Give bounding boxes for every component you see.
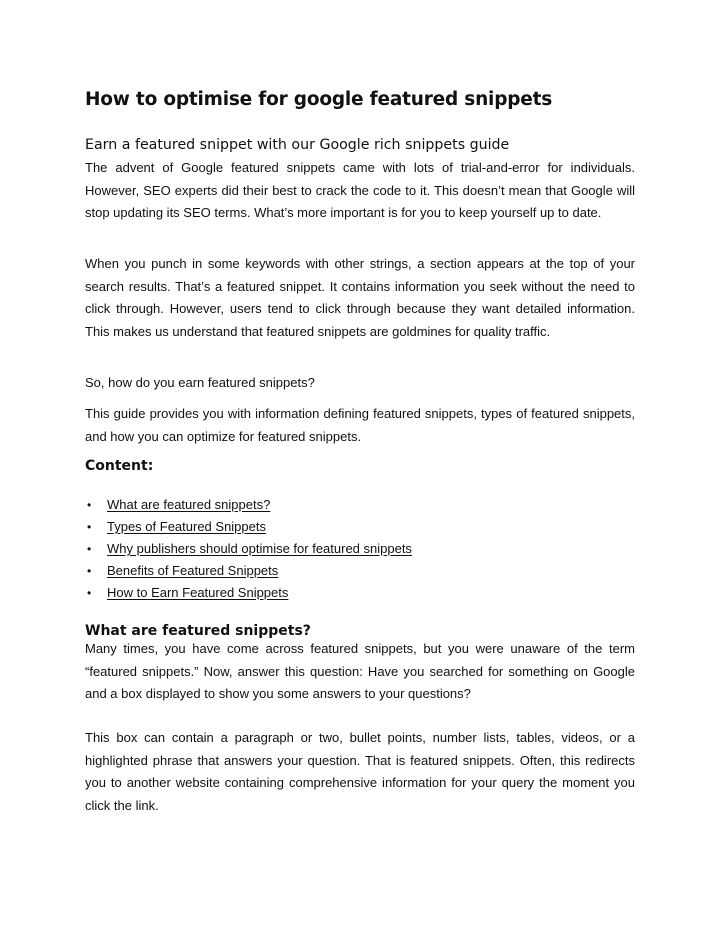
toc-item <box>85 560 412 582</box>
toc-link-types-of-featured-snippets[interactable]: Types of Featured Snippets <box>107 519 266 534</box>
section-heading: What are featured snippets? <box>85 623 311 639</box>
intro-paragraph-2: When you punch in some keywords with other strings, a section appears at the top of your search results. That’s a featured snippet. It contains information you seek without the need to click through. However, users tend to click through because they want detailed information. This makes us understand that featured snippets are goldmines for quality traffic. <box>85 256 635 339</box>
toc-item <box>85 538 412 560</box>
section-paragraph-1: Many times, you have come across featured snippets, but you were unaware of the term “featured snippets.” Now, answer this question: Have you searched for something on Google and a box displayed to show you some answers to your questions? <box>85 641 635 701</box>
toc-link-what-are-featured-snippets[interactable]: What are featured snippets? <box>107 497 271 512</box>
table-of-contents <box>85 494 412 604</box>
toc-item <box>85 516 412 538</box>
toc-item <box>85 582 412 604</box>
toc-link-why-publishers-should-optimise[interactable]: Why publishers should optimise for featured snippets <box>107 541 412 556</box>
page-subtitle: Earn a featured snippet with our Google rich snippets guide <box>85 137 510 153</box>
bullet-icon: • <box>87 542 92 556</box>
bullet-icon: • <box>87 498 92 512</box>
intro-paragraph-3: So, how do you earn featured snippets? <box>85 375 315 390</box>
content-heading: Content: <box>85 458 154 474</box>
toc-item <box>85 494 412 516</box>
section-paragraph-2: This box can contain a paragraph or two, bullet points, number lists, tables, videos, or a highlighted phrase that answers your question. That is featured snippets. Often, this redirects you to another website containing comprehensive information for your query the moment you click the link. <box>85 730 635 813</box>
page-title: How to optimise for google featured snippets <box>85 89 553 110</box>
bullet-icon: • <box>87 564 92 578</box>
intro-paragraph-4: This guide provides you with information defining featured snippets, types of featured snippets, and how you can optimize for featured snippets. <box>85 406 635 444</box>
bullet-icon: • <box>87 586 92 600</box>
intro-paragraph-1: The advent of Google featured snippets came with lots of trial-and-error for individuals. However, SEO experts did their best to crack the code to it. This doesn’t mean that Google will stop updating its SEO terms. What’s more important is for you to keep yourself up to date. <box>85 160 635 220</box>
toc-link-how-to-earn-featured-snippets[interactable]: How to Earn Featured Snippets <box>107 585 289 600</box>
toc-link-benefits-of-featured-snippets[interactable]: Benefits of Featured Snippets <box>107 563 279 578</box>
bullet-icon: • <box>87 520 92 534</box>
